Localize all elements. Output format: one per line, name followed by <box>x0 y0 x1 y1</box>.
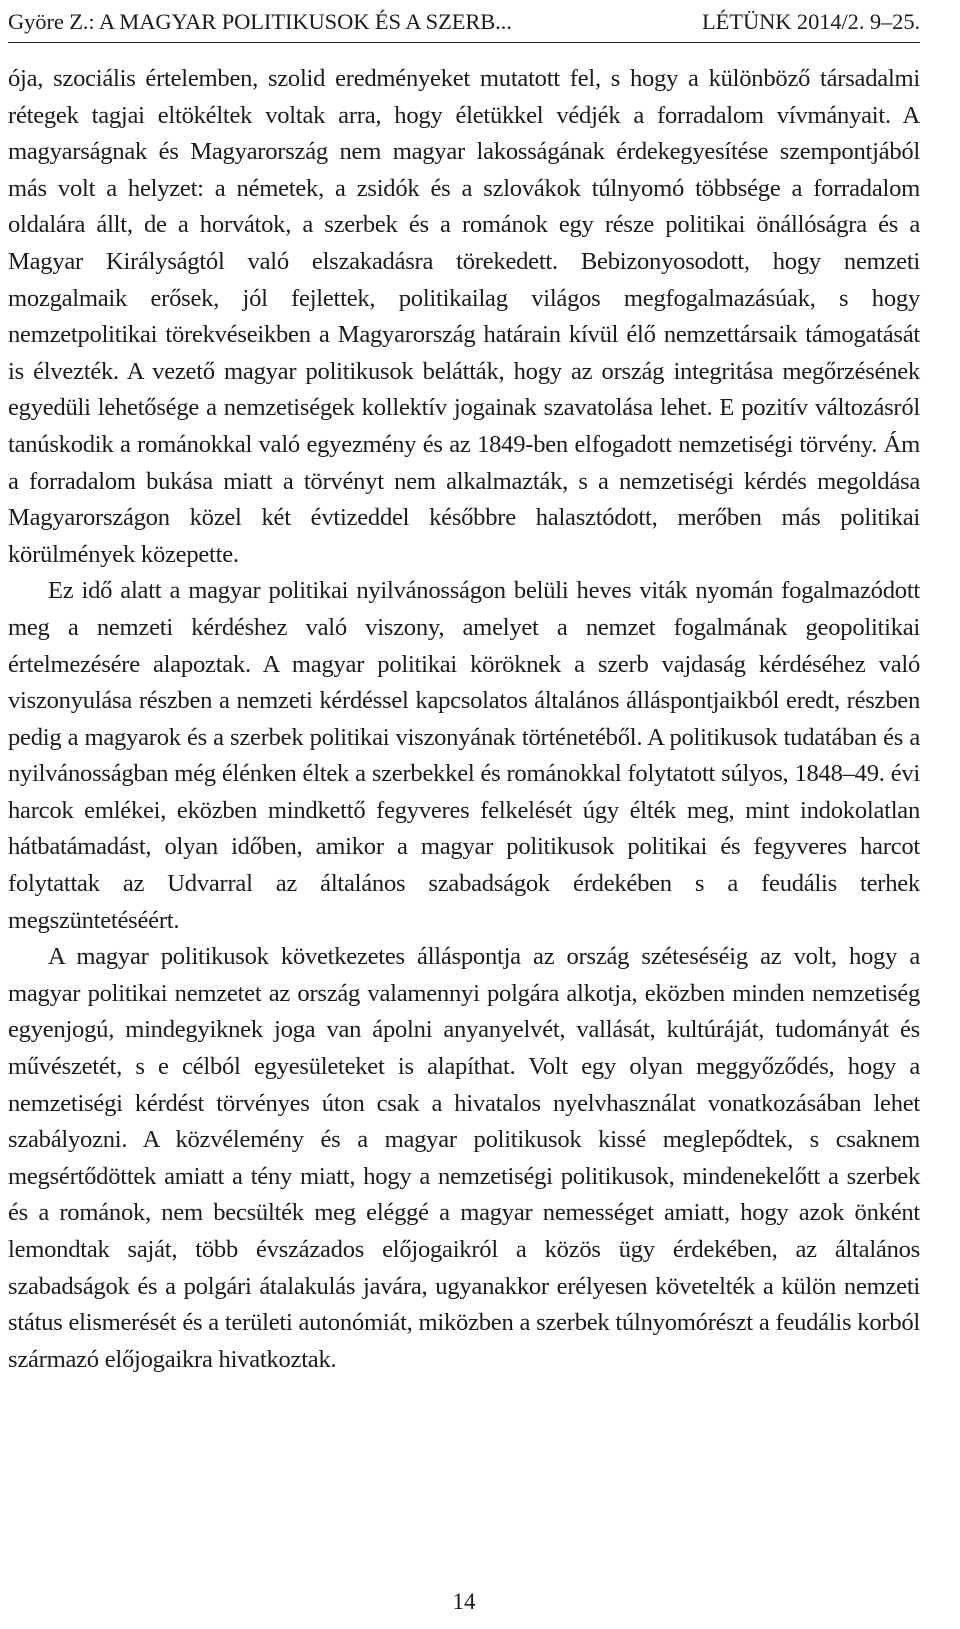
running-header <box>8 8 920 43</box>
paragraph-3: A magyar politikusok következetes álláspontja az ország széteséséig az volt, hogy a magyar politikai nemzetet az ország valamennyi polgára alkotja, eközben minden nemzetiség egyenjogú, mindegyiknek joga van ápolni anyanyelvét, vallását, kultúráját, tudományát és művészetét, s e célból egyesületeket is alapíthat. Volt egy olyan meggyőződés, hogy a nemzetiségi kérdést törvényes úton csak a hivatalos nyelvhasználat vonatkozásában lehet szabályozni. A közvélemény és a magyar politikusok kissé meglepődtek, s csaknem megsértődöttek amiatt a tény miatt, hogy a nemzetiségi politikusok, mindenekelőtt a szerbek és a románok, nem becsülték meg eléggé a magyar nemességet amiatt, hogy azok önként lemondtak saját, több évszázados előjogaikról a közös ügy érdekében, az általános szabadságok és a polgári átalakulás javára, ugyanakkor erélyesen követelték a külön nemzeti státus elismerését és a területi autonómiát, miközben a szerbek túlnyomórészt a feudális korból származó előjogaikra hivatkoztak. <box>8 943 920 1373</box>
paragraph-1: ója, szociális értelemben, szolid eredményeket mutatott fel, s hogy a különböző társadalmi rétegek tagjai eltökéltek voltak arra, hogy életükkel védjék a forradalom vívmányait. A magyarságnak és Magyarország nem magyar lakosságának érdekegyesítése szempontjából más volt a helyzet: a németek, a zsidók és a szlovákok túlnyomó többsége a forradalom oldalára állt, de a horvátok, a szerbek és a románok egy része politikai önállóságra és a Magyar Királyságtól való elszakadásra törekedett. Bebizonyosodott, hogy nemzeti mozgalmaik erősek, jól fejlettek, politikailag világos megfogalmazásúak, s hogy nemzetpolitikai törekvéseikben a Magyarország határain kívül élő nemzettársaik támogatását is élvezték. A vezető magyar politikusok belátták, hogy az ország integritása megőrzésének egyedüli lehetősége a nemzetiségek kollektív jogainak szavatolása lehet. E pozitív változásról tanúskodik a románokkal való egyezmény és az 1849-ben elfogadott nemzetiségi törvény. Ám a forradalom bukása miatt a törvényt nem alkalmazták, s a nemzetiségi kérdés megoldása Magyarországon közel két évtizeddel későbbre halasztódott, merőben más politikai körülmények közepette. <box>8 65 920 568</box>
running-header-title: Györe Z.: A MAGYAR POLITIKUSOK ÉS A SZERB... <box>8 9 512 34</box>
running-header-journal: LÉTÜNK 2014/2. 9–25. <box>702 9 920 34</box>
book-page <box>8 0 920 1629</box>
body-text <box>8 61 920 1378</box>
paragraph-2: Ez idő alatt a magyar politikai nyilvánosságon belüli heves viták nyomán fogalmazódott meg a nemzeti kérdéshez való viszony, amelyet a nemzet fogalmának geopolitikai értelmezésére alapoztak. A magyar politikai köröknek a szerb vajdaság kérdéséhez való viszonyulása részben a nemzeti kérdéssel kapcsolatos általános álláspontjaikból eredt, részben pedig a magyarok és a szerbek politikai viszonyának történetéből. A politikusok tudatában és a nyilvánosságban még élénken éltek a szerbekkel és románokkal folytatott súlyos, 1848–49. évi harcok emlékei, eközben mindkettő fegyveres felkelését úgy élték meg, mint indokolatlan hátbatámadást, olyan időben, amikor a magyar politikusok politikai és fegyveres harcot folytattak az Udvarral az általános szabadságok érdekében s a feudális terhek megszüntetéséért. <box>8 577 920 934</box>
page-number: 14 <box>452 1589 476 1614</box>
